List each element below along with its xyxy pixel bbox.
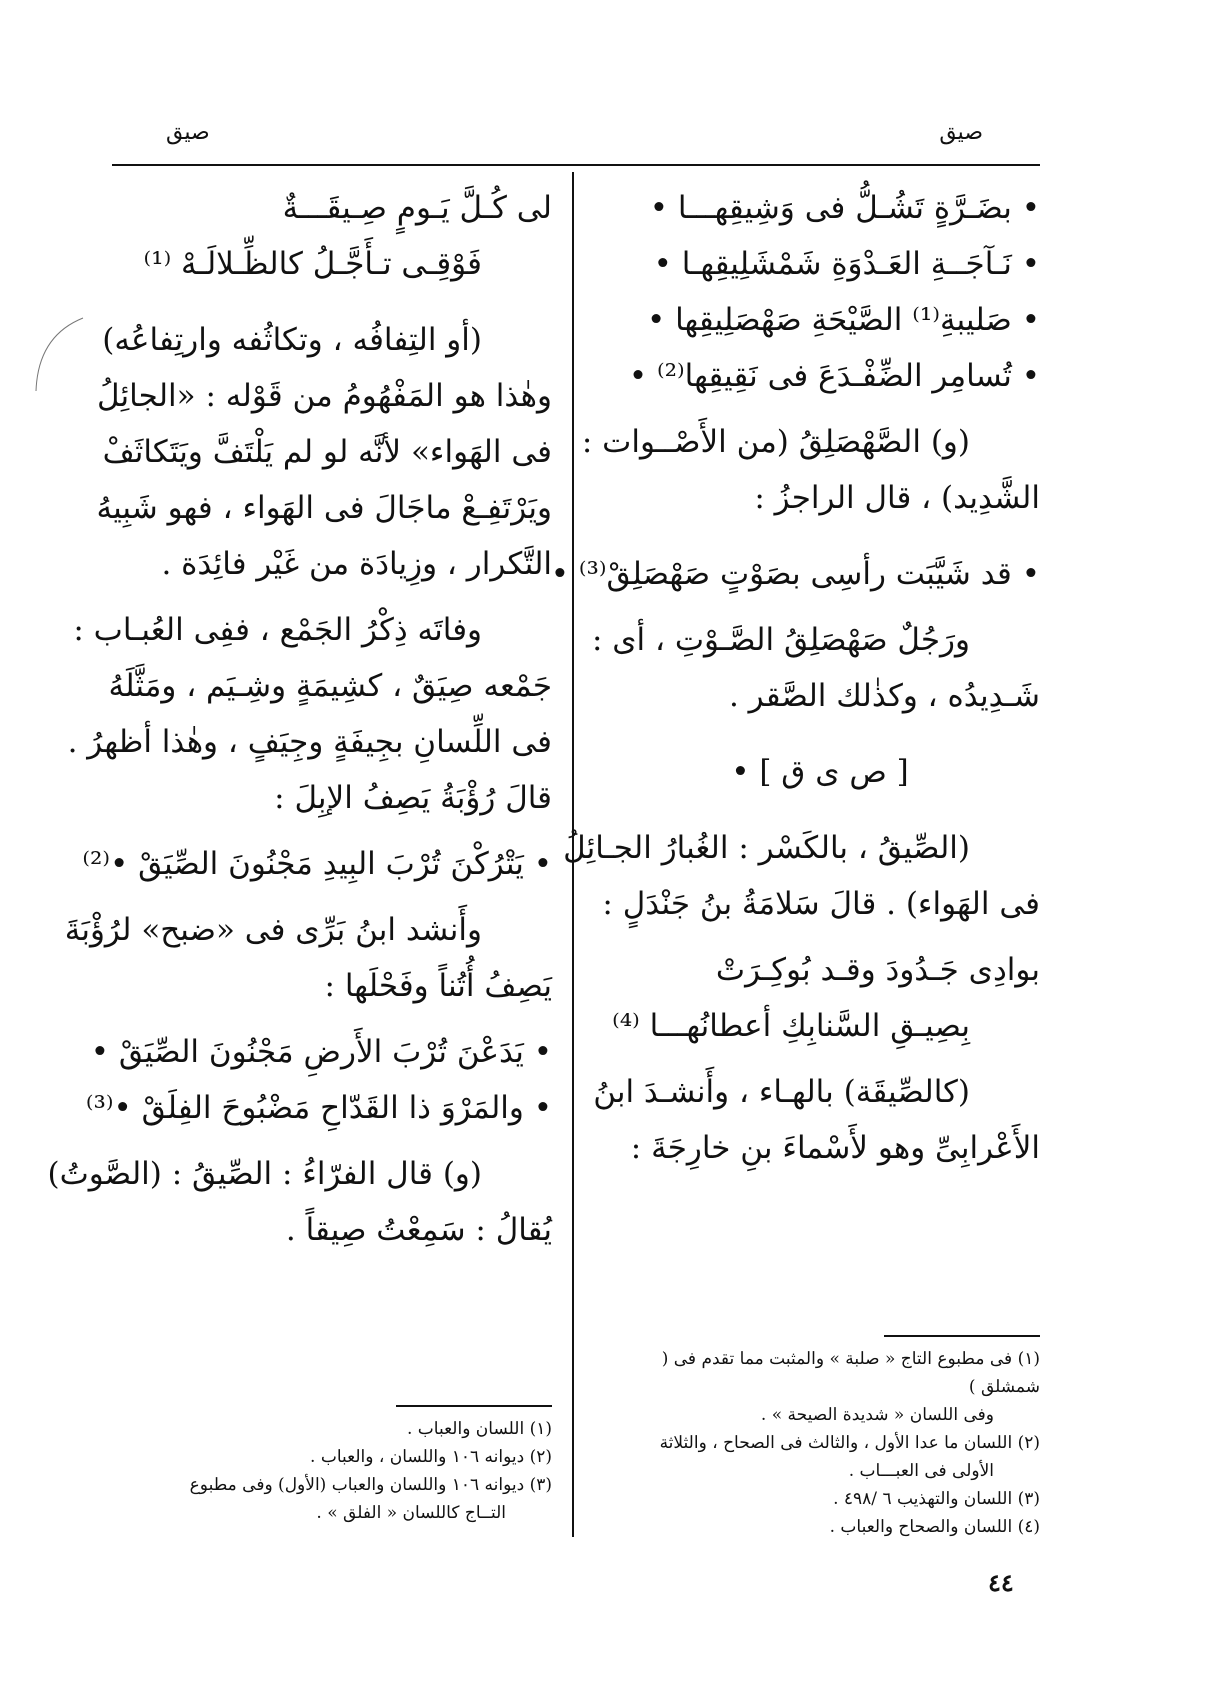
- text-line: (و) قال الفرّاءُ : الصِّيقُ : (الصَّوتُ): [47, 1156, 482, 1192]
- verse-line: • بضَـرَّةٍ تَشُـلُّ فى وَشِيقِهـــا •: [649, 190, 1040, 226]
- footnote: (١) فى مطبوع التاج « صلبة » والمثبت مما تقدم فى ( شمشلق ): [661, 1349, 1040, 1397]
- text-line: شَـدِيدُه ، وكذٰلك الصَّقر .: [728, 678, 1040, 714]
- verse-line: • يَدَعْنَ تُرْبَ الأَرضِ مَجْنُونَ الصِّيَقْ •: [90, 1034, 552, 1070]
- text-line: (كالصِّيقَة) بالهـاء ، وأَنشـدَ ابنُ: [593, 1074, 970, 1110]
- footnote: (١) اللسان والعباب .: [406, 1419, 552, 1439]
- text-line: فى اللِّسانِ بجِيفَةٍ وجِيَفٍ ، وهٰذا أظهرُ .: [67, 724, 552, 760]
- text-line: (و) الصَّهْصَلِقُ (من الأَصْــوات :: [581, 424, 970, 460]
- verse-line: • والمَرْوَ ذا القَدّاحِ مَضْبُوحَ الفِلَقْ •⁽³⁾: [85, 1090, 552, 1126]
- text-line: الأَعْرابِىِّ وهو لأَسْماءَ بنِ خارِجَةَ :: [630, 1130, 1040, 1166]
- text-line: (الصِّيقُ ، بالكَسْر : الغُبارُ الجـائِلُ: [563, 830, 970, 866]
- verse-line: بوادِى جَـدُودَ وقـد بُوكِـرَتْ: [715, 952, 1040, 988]
- footnote: (٣) ديوانه ١٠٦ واللسان والعباب (الأول) وفى مطبوع: [189, 1475, 552, 1495]
- footnotes-right: [600, 1345, 1040, 1541]
- running-header-right: صيق: [939, 120, 983, 145]
- footnote: (٤) اللسان والصحاح والعباب .: [829, 1517, 1040, 1537]
- verse-line: • صَليبةِ⁽¹⁾ الصَّيْحَةِ صَهْصَلِيقِها •: [646, 302, 1040, 338]
- verse-line: • قد شَيَّبَت رأسِى بصَوْتٍ صَهْصَلِقْ⁽³⁾ •: [550, 556, 1040, 592]
- section-heading: [ ص ى ق ] •: [731, 754, 909, 790]
- left-column: [47, 180, 552, 1258]
- footnote-continuation: التــاج كاللسان « الفلق » .: [316, 1503, 506, 1523]
- text-line: وأَنشد ابنُ بَرِّى فى «ضبح» لرُؤْبَةَ: [64, 912, 482, 948]
- text-line: يَصِفُ أُتُناً وفَحْلَها :: [324, 968, 552, 1004]
- right-column: [550, 180, 1040, 1176]
- footnote: (٢) ديوانه ١٠٦ واللسان ، والعباب .: [310, 1447, 552, 1467]
- scan-mark: [28, 316, 88, 396]
- verse-line: بِصِيـقِ السَّنابِكِ أعطانُهـــا ⁽⁴⁾: [612, 1008, 970, 1044]
- text-line: يُقالُ : سَمِعْتُ صِيقاً .: [285, 1212, 552, 1248]
- header-rule: [112, 164, 1040, 166]
- footnote-rule-right: [884, 1335, 1040, 1337]
- footnote-rule-left: [396, 1405, 552, 1407]
- text-line: ورَجُلٌ صَهْصَلِقُ الصَّـوْتِ ، أى :: [591, 622, 970, 658]
- text-line: وهٰذا هو المَفْهُومُ من قَوْله : «الجائِلُ: [97, 378, 552, 414]
- footnote-continuation: وفى اللسان « شديدة الصيحة » .: [760, 1405, 994, 1425]
- running-header-left: صيق: [166, 120, 210, 145]
- text-line: قالَ رُؤْبَةُ يَصِفُ الإبِلَ :: [274, 780, 552, 816]
- verse-line: • نَـآجَــةِ العَـدْوَةِ شَمْشَلِيقِهـا •: [653, 246, 1040, 282]
- text-line: جَمْعه صِيَقٌ ، كشِيمَةٍ وشِـيَم ، ومَثَّلَهُ: [108, 668, 552, 704]
- verse-line: • يَتْرُكْنَ تُرْبَ البِيدِ مَجْنُونَ الصِّيَقْ •⁽²⁾: [82, 846, 552, 882]
- footnote-continuation: الأولى فى العبـــاب .: [848, 1461, 994, 1481]
- footnote: (٢) اللسان ما عدا الأول ، والثالث فى الصحاح ، والثلاثة: [659, 1433, 1040, 1453]
- text-line: (أو التِفافُه ، وتكاثُفه وارتِفاعُه): [102, 322, 482, 358]
- text-line: وفاتَه ذِكْرُ الجَمْع ، ففِى العُبـاب :: [73, 612, 482, 648]
- text-line: فى الهَواء» لأنَّه لو لم يَلْتَفَّ ويَتَكاثَفْ: [102, 434, 552, 470]
- text-line: ويَرْتَفِـعْ ماجَالَ فى الهَواء ، فهو شَبِيهُ: [96, 490, 552, 526]
- text-line: التَّكرار ، وزِيادَة من غَيْر فائِدَة .: [161, 546, 552, 582]
- text-line: الشَّدِيد) ، قال الراجزُ :: [754, 480, 1040, 516]
- page-number: ٤٤: [988, 1568, 1014, 1597]
- verse-line: • تُسامِر الضِّفْـدَعَ فى نَقِيقِها⁽²⁾ •: [628, 358, 1040, 394]
- footnotes-left: [112, 1415, 552, 1527]
- verse-line: فَوْقِـى تـأَجَّـلُ كالظِّـلالَـهْ ⁽¹⁾: [143, 246, 482, 282]
- footnote: (٣) اللسان والتهذيب ٦ /٤٩٨ .: [833, 1489, 1040, 1509]
- verse-line: لى كُـلَّ يَـومٍ صِـيقَـــةٌ: [282, 190, 552, 226]
- text-line: فى الهَواء) . قالَ سَلامَةُ بنُ جَنْدَلٍ :: [602, 886, 1040, 922]
